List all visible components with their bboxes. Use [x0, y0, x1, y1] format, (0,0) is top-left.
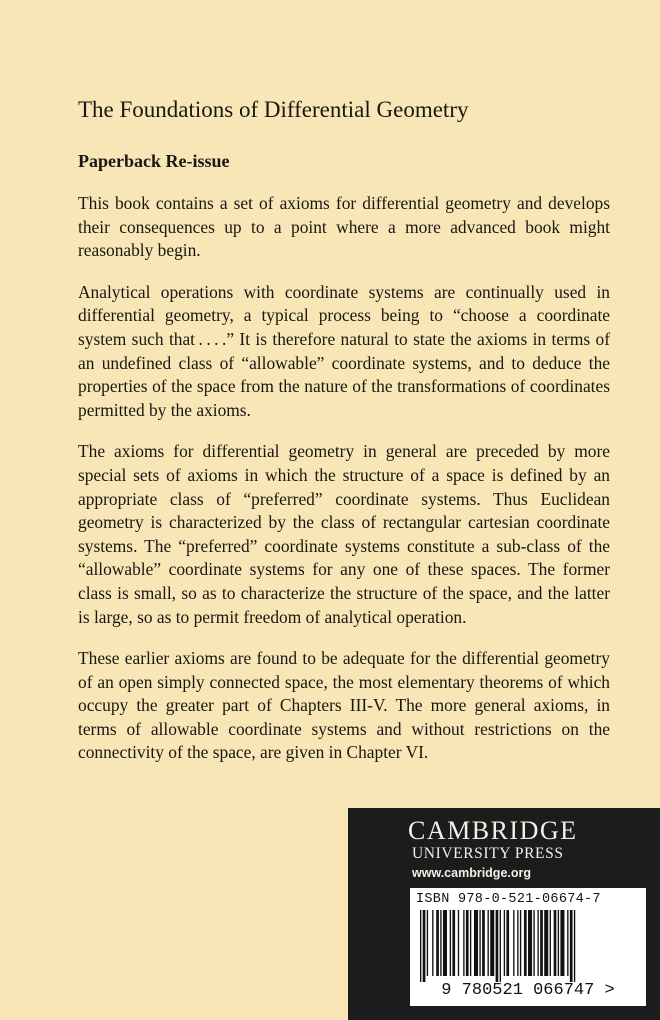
edition-note: Paperback Re-issue	[78, 151, 230, 171]
blurb-paragraph-4: These earlier axioms are found to be adequate for the differential geometry of an open simply connected space, the most elementary theorems of which occupy the greater part of Chapters III-V. The more general axioms, in terms of allowable coordinate systems and without restrictions on the connectivity of the space, are given in Chapter VI.	[78, 648, 610, 763]
book-title: The Foundations of Differential Geometry	[78, 97, 469, 122]
barcode-bars	[418, 910, 638, 982]
blurb-paragraph-2: Analytical operations with coordinate systems are continually used in differential geometry, a typical process being to “choose a coordinate system such that . . . .” It is therefore natural to state the axioms in terms of an undefined class of “allowable” coordinate systems, and to deduce the properties of the space from the nature of the transformations of coordinates permitted by the axioms.	[78, 281, 610, 420]
publisher-url: www.cambridge.org	[412, 866, 532, 880]
barcode-digits: 9 780521 066747 >	[441, 981, 615, 1000]
barcode	[410, 888, 646, 1006]
publisher-subname: UNIVERSITY PRESS	[412, 845, 564, 862]
publisher-name: CAMBRIDGE	[408, 816, 578, 845]
blurb-paragraph-3: The axioms for differential geometry in general are preceded by more special sets of axioms in which the structure of a space is defined by an appropriate class of “preferred” coordinate systems. Thus Euclidean geometry is characterized by the class of rectangular cartesian coordinate systems. The “preferred” coordinate systems constitute a sub-class of the “allowable” coordinate systems for any one of these spaces. The former class is small, so as to characterize the structure of the space, and the latter is large, so as to permit freedom of analytical operation.	[78, 441, 610, 627]
blurb-paragraph-1: This book contains a set of axioms for differential geometry and develops their consequences up to a point where a more advanced book might reasonably begin.	[78, 193, 610, 261]
back-cover-text	[78, 96, 610, 783]
publisher-panel	[348, 808, 660, 1020]
isbn-label: ISBN 978-0-521-06674-7	[416, 892, 601, 907]
